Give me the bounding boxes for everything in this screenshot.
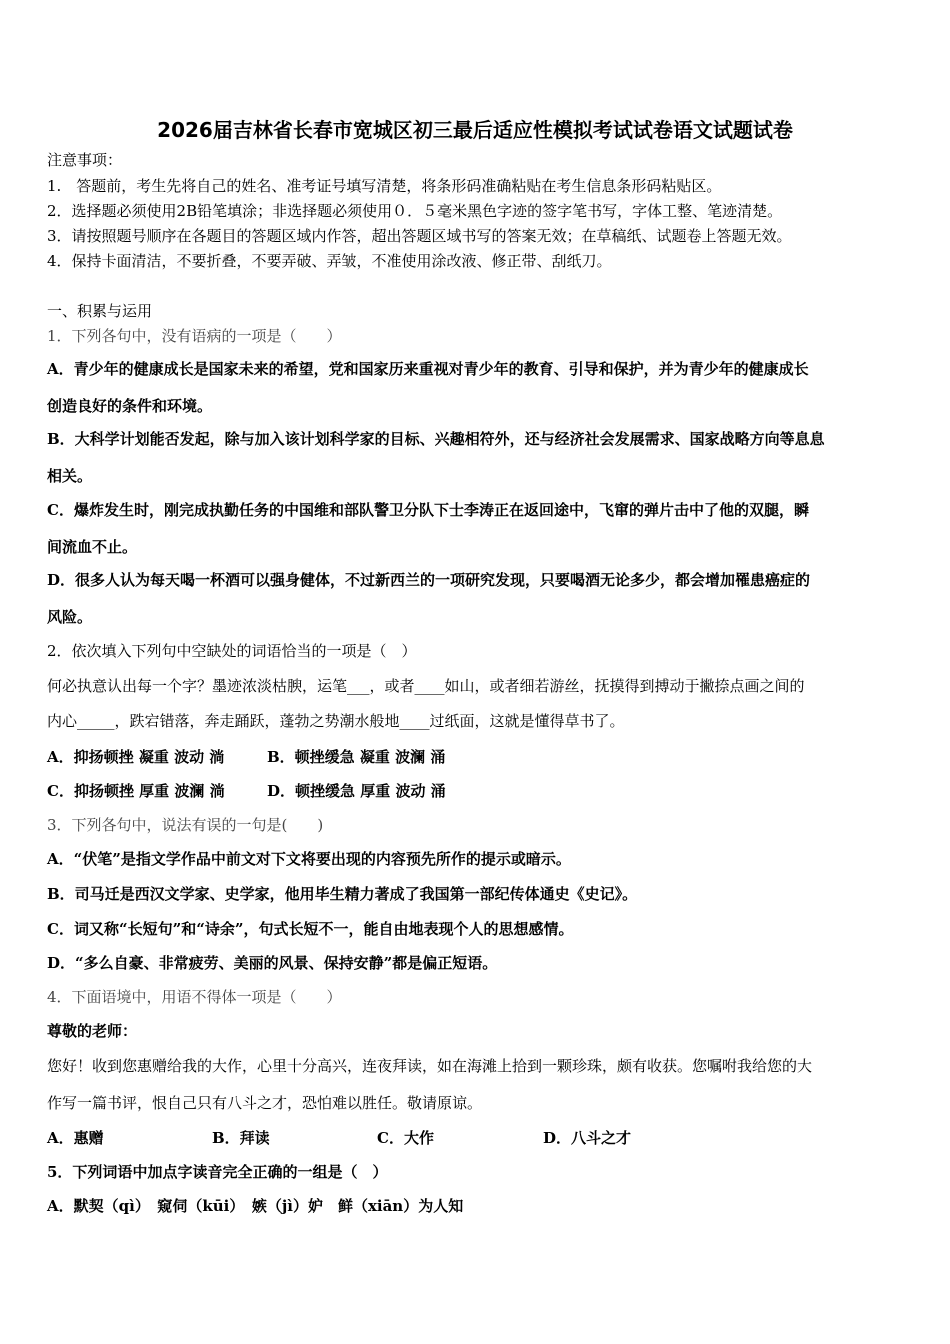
question-stem: 2．依次填入下列句中空缺处的词语恰当的一项是（ ） [47, 642, 417, 660]
passage-line: 何必执意认出每一个字？墨迹浓淡枯腴，运笔___，或者____如山，或者细若游丝，抚摸得到搏动于撇捺点画之间的 [47, 677, 805, 695]
letter-greeting: 尊敬的老师： [47, 1022, 138, 1040]
letter-line: 作写一篇书评，恨自己只有八斗之才，恐怕难以胜任。敬请原谅。 [47, 1094, 483, 1112]
option-d: D．很多人认为每天喝一杯酒可以强身健体，不过新西兰的一项研究发现，只要喝酒无论多少，都会增加罹患癌症的 [47, 571, 811, 589]
letter-line: 您好！收到您惠赠给我的大作，心里十分高兴，连夜拜读，如在海滩上拾到一颗珍珠，颇有收获。您嘱咐我给您的大 [47, 1057, 813, 1075]
page-title: 2026届吉林省长春市宽城区初三最后适应性模拟考试试卷语文试题试卷 [157, 118, 793, 142]
option-c: C．爆炸发生时，刚完成执勤任务的中国维和部队警卫分队下士李涛正在返回途中，飞窜的弹片击中了他的双腿，瞬 [47, 501, 809, 519]
question-stem: 4．下面语境中，用语不得体一项是（ ） [47, 988, 342, 1006]
option-a: A．默契（qì） 窥伺（kūi） 嫉（jì）妒 鲜（xiān）为人知 [47, 1197, 464, 1215]
option-b: B．大科学计划能否发起，除与加入该计划科学家的目标、兴趣相符外，还与经济社会发展需求、国家战略方向等息息 [47, 430, 825, 448]
option-b: B．顿挫缓急 凝重 波澜 涌 [267, 748, 446, 766]
options-row [47, 781, 446, 801]
option-d: D．八斗之才 [543, 1129, 632, 1147]
option-a: A．抑扬顿挫 凝重 波动 淌 [47, 748, 225, 766]
notice-item: 3．请按照题号顺序在各题目的答题区域内作答，超出答题区域书写的答案无效；在草稿纸、试题卷上答题无效。 [47, 227, 792, 245]
notice-item: 4．保持卡面清洁，不要折叠，不要弄破、弄皱，不准使用涂改液、修正带、刮纸刀。 [47, 252, 612, 270]
option-c: C．词又称“长短句”和“诗余”，句式长短不一，能自由地表现个人的思想感情。 [47, 920, 574, 938]
option-d: D．“多么自豪、非常疲劳、美丽的风景、保持安静”都是偏正短语。 [47, 954, 498, 972]
option-c: C．抑扬顿挫 厚重 波澜 淌 [47, 782, 225, 800]
option-d-cont: 风险。 [47, 608, 93, 626]
options-row [47, 747, 445, 767]
option-c-cont: 间流血不止。 [47, 538, 138, 556]
option-a: A．“伏笔”是指文学作品中前文对下文将要出现的内容预先所作的提示或暗示。 [47, 850, 571, 868]
notice-heading: 注意事项： [47, 151, 123, 169]
option-b-cont: 相关。 [47, 467, 93, 485]
option-a: A．青少年的健康成长是国家未来的希望，党和国家历来重视对青少年的教育、引导和保护，并为青少年的健康成长 [47, 360, 809, 378]
options-row [47, 1128, 631, 1148]
question-stem: 5．下列词语中加点字读音完全正确的一组是（ ） [47, 1163, 388, 1181]
notice-item: 1. 答题前，考生先将自己的姓名、准考证号填写清楚，将条形码准确粘贴在考生信息条形码粘贴区。 [47, 177, 722, 195]
option-a: A．惠赠 [47, 1129, 104, 1147]
section-heading: 一、积累与运用 [47, 302, 153, 320]
question-stem: 3．下列各句中，说法有误的一句是( ) [47, 816, 324, 834]
option-a-cont: 创造良好的条件和环境。 [47, 397, 213, 415]
option-c: C．大作 [377, 1129, 434, 1147]
option-d: D．顿挫缓急 厚重 波动 涌 [267, 782, 446, 800]
passage-line: 内心_____，跌宕错落，奔走踊跃，蓬勃之势潮水般地____过纸面，这就是懂得草书了。 [47, 712, 625, 730]
option-b: B．拜读 [212, 1129, 270, 1147]
question-stem: 1．下列各句中，没有语病的一项是（ ） [47, 327, 342, 345]
notice-item: 2．选择题必须使用2B铅笔填涂；非选择题必须使用０．５毫米黑色字迹的签字笔书写，字体工整、笔迹清楚。 [47, 202, 783, 220]
option-b: B．司马迁是西汉文学家、史学家，他用毕生精力著成了我国第一部纪传体通史《史记》。 [47, 885, 638, 903]
